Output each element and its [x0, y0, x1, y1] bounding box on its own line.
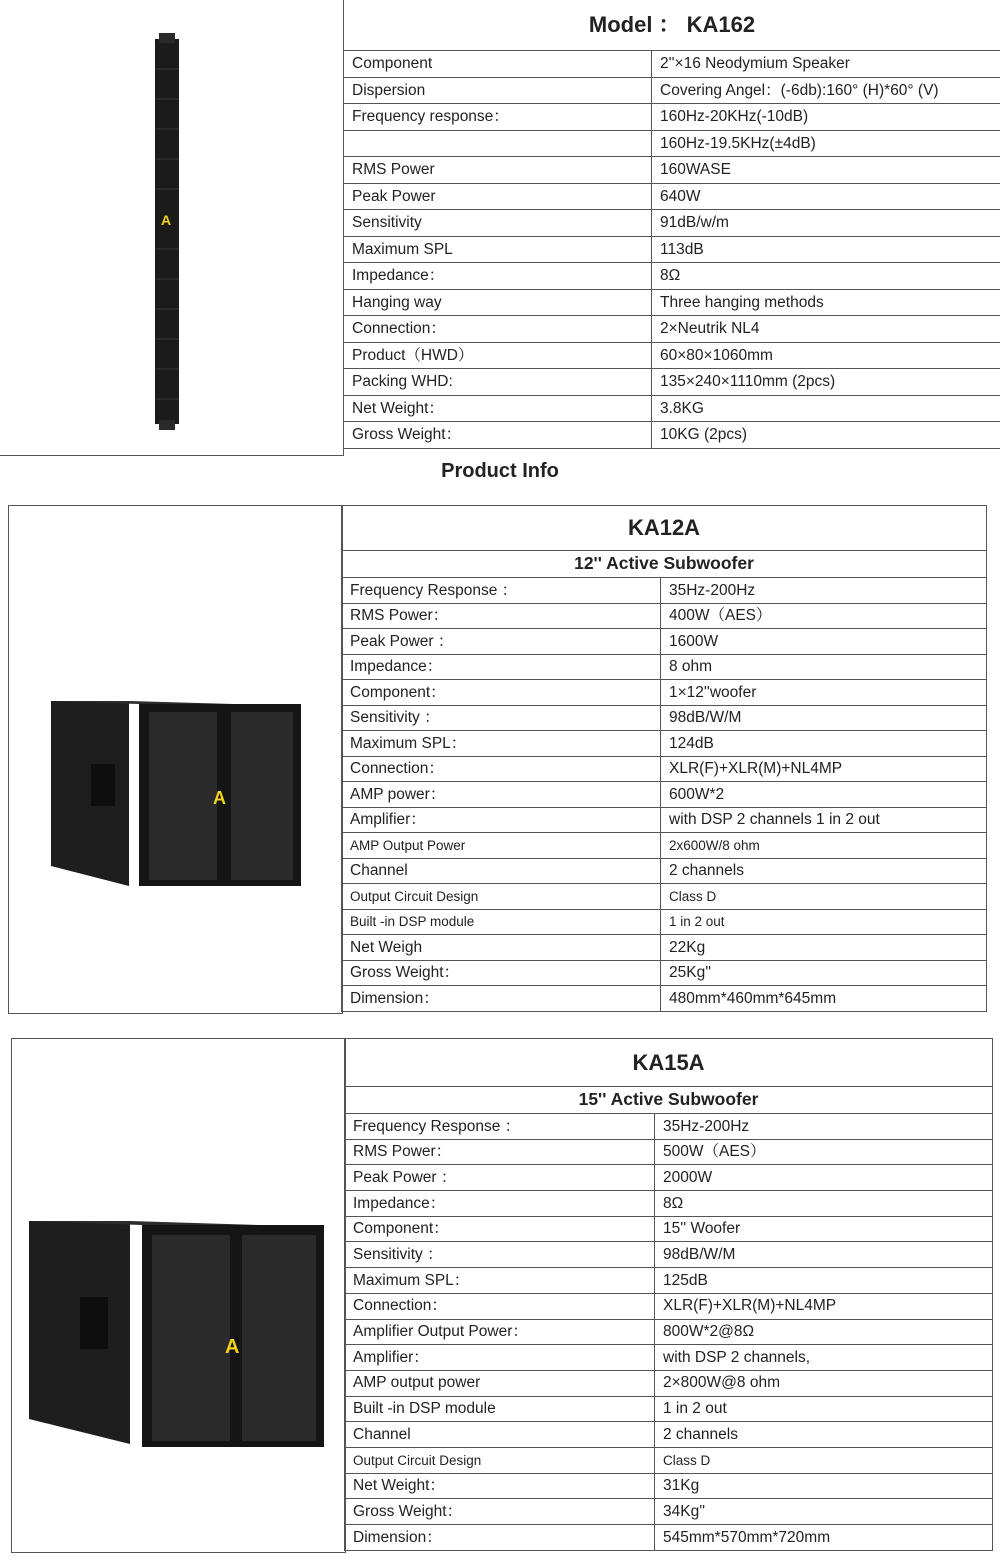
subwoofer-12-image [9, 506, 344, 1015]
spec-label: Net Weight： [345, 1473, 655, 1499]
spec-value: 2×Neutrik NL4 [652, 316, 1000, 343]
ka15a-subtitle: 15'' Active Subwoofer [345, 1087, 993, 1114]
spec-value: 545mm*570mm*720mm [655, 1525, 993, 1551]
spec-label: RMS Power： [345, 1139, 655, 1165]
spec-label: Sensitivity ： [345, 1242, 655, 1268]
spec-label: Connection： [345, 1293, 655, 1319]
ka12a-spec-table [341, 505, 987, 1012]
spec-row [344, 157, 1000, 184]
spec-label: Gross Weight： [342, 960, 661, 986]
spec-value: 35Hz-200Hz [661, 578, 987, 604]
spec-label: Maximum SPL： [345, 1268, 655, 1294]
spec-row [342, 629, 987, 655]
spec-label: Amplifier： [345, 1345, 655, 1371]
spec-row [345, 1473, 993, 1499]
spec-value: 3.8KG [652, 395, 1000, 422]
brand-logo: A [213, 788, 226, 808]
spec-value: 2000W [655, 1165, 993, 1191]
spec-label: Hanging way [344, 289, 652, 316]
ka15a-title: KA15A [345, 1039, 993, 1087]
spec-label: Output Circuit Design [342, 884, 661, 910]
spec-row [345, 1370, 993, 1396]
spec-row [345, 1293, 993, 1319]
spec-row [342, 654, 987, 680]
spec-label: Output Circuit Design [345, 1447, 655, 1473]
section-heading: Product Info [441, 460, 559, 482]
spec-label: Connection： [342, 756, 661, 782]
spec-value: 98dB/W/M [655, 1242, 993, 1268]
ka162-spec-table [343, 0, 1000, 449]
spec-value: XLR(F)+XLR(M)+NL4MP [661, 756, 987, 782]
spec-row [345, 1345, 993, 1371]
spec-value: 2×800W@8 ohm [655, 1370, 993, 1396]
spec-value: 480mm*460mm*645mm [661, 986, 987, 1012]
spec-value: 500W（AES） [655, 1139, 993, 1165]
spec-value: Covering Angel：(-6db):160° (H)*60° (V) [652, 77, 1000, 104]
spec-row [344, 130, 1000, 157]
spec-label: RMS Power [344, 157, 652, 184]
spec-row [344, 263, 1000, 290]
spec-row [344, 342, 1000, 369]
spec-label: Net Weigh [342, 935, 661, 961]
spec-value: 98dB/W/M [661, 705, 987, 731]
spec-label: Peak Power ： [345, 1165, 655, 1191]
spec-row [344, 210, 1000, 237]
spec-value: 124dB [661, 731, 987, 757]
spec-value: 91dB/w/m [652, 210, 1000, 237]
spec-value: 160WASE [652, 157, 1000, 184]
spec-label: Gross Weight： [345, 1499, 655, 1525]
spec-value: 2x600W/8 ohm [661, 833, 987, 859]
spec-value: 135×240×1110mm (2pcs) [652, 369, 1000, 396]
spec-label: Peak Power [344, 183, 652, 210]
spec-value: 160Hz-20KHz(-10dB) [652, 104, 1000, 131]
spec-label: Component： [342, 680, 661, 706]
spec-row [344, 289, 1000, 316]
spec-label: Built -in DSP module [345, 1396, 655, 1422]
spec-row [342, 935, 987, 961]
spec-row [345, 1139, 993, 1165]
spec-row [345, 1499, 993, 1525]
spec-value: Class D [655, 1447, 993, 1473]
spec-row [344, 422, 1000, 449]
spec-label: Component [344, 51, 652, 78]
spec-row [345, 1525, 993, 1551]
spec-label: Maximum SPL [344, 236, 652, 263]
spec-value: Class D [661, 884, 987, 910]
spec-row [345, 1319, 993, 1345]
spec-label: Product（HWD） [344, 342, 652, 369]
ka162-title: Model ： KA162 [344, 0, 1000, 51]
spec-label: Impedance： [345, 1191, 655, 1217]
spec-label: RMS Power： [342, 603, 661, 629]
spec-row [345, 1114, 993, 1140]
ka12a-title: KA12A [342, 506, 987, 551]
spec-row [342, 960, 987, 986]
spec-value: 800W*2@8Ω [655, 1319, 993, 1345]
line-array-speaker-image [0, 0, 345, 457]
spec-row [342, 858, 987, 884]
spec-row [342, 884, 987, 910]
spec-label: Frequency response： [344, 104, 652, 131]
spec-value: 1 in 2 out [655, 1396, 993, 1422]
spec-value: 1600W [661, 629, 987, 655]
spec-row [345, 1165, 993, 1191]
spec-label: Dispersion [344, 77, 652, 104]
spec-value: 31Kg [655, 1473, 993, 1499]
ka162-image-panel [0, 0, 344, 456]
subwoofer-15-image [12, 1039, 347, 1554]
spec-label: Built -in DSP module [342, 909, 661, 935]
spec-value: 640W [652, 183, 1000, 210]
brand-logo: A [161, 212, 172, 228]
spec-value: 2''×16 Neodymium Speaker [652, 51, 1000, 78]
spec-row [344, 395, 1000, 422]
spec-row [345, 1242, 993, 1268]
spec-label: Amplifier： [342, 807, 661, 833]
spec-row [342, 756, 987, 782]
spec-value: 1 in 2 out [661, 909, 987, 935]
spec-value: 400W（AES） [661, 603, 987, 629]
spec-value: XLR(F)+XLR(M)+NL4MP [655, 1293, 993, 1319]
spec-label: Maximum SPL： [342, 731, 661, 757]
spec-value: 8 ohm [661, 654, 987, 680]
ka15a-image-panel [11, 1038, 346, 1553]
spec-label: Channel [345, 1422, 655, 1448]
spec-label: Channel [342, 858, 661, 884]
spec-label: Sensitivity [344, 210, 652, 237]
ka12a-subtitle: 12'' Active Subwoofer [342, 551, 987, 578]
spec-row [344, 51, 1000, 78]
spec-row [345, 1216, 993, 1242]
spec-value: 25Kg'' [661, 960, 987, 986]
spec-row [342, 578, 987, 604]
spec-row [342, 807, 987, 833]
spec-value: 15'' Woofer [655, 1216, 993, 1242]
spec-row [342, 986, 987, 1012]
spec-label: Gross Weight： [344, 422, 652, 449]
spec-value: 1×12''woofer [661, 680, 987, 706]
spec-row [342, 705, 987, 731]
spec-label: Frequency Response ： [345, 1114, 655, 1140]
spec-label: Sensitivity ： [342, 705, 661, 731]
spec-value: with DSP 2 channels 1 in 2 out [661, 807, 987, 833]
spec-label: AMP power： [342, 782, 661, 808]
spec-row [344, 369, 1000, 396]
spec-row [342, 782, 987, 808]
spec-value: 160Hz-19.5KHz(±4dB) [652, 130, 1000, 157]
spec-label: Component： [345, 1216, 655, 1242]
spec-label: Impedance： [344, 263, 652, 290]
spec-value: 10KG (2pcs) [652, 422, 1000, 449]
spec-value: 2 channels [655, 1422, 993, 1448]
spec-row [342, 731, 987, 757]
spec-value: 60×80×1060mm [652, 342, 1000, 369]
spec-row [345, 1191, 993, 1217]
spec-label: Amplifier Output Power： [345, 1319, 655, 1345]
spec-label: Dimension： [345, 1525, 655, 1551]
spec-label: Impedance： [342, 654, 661, 680]
spec-value: 125dB [655, 1268, 993, 1294]
spec-label: Net Weight： [344, 395, 652, 422]
spec-label: Peak Power ： [342, 629, 661, 655]
spec-row [344, 236, 1000, 263]
spec-row [342, 833, 987, 859]
spec-label: AMP Output Power [342, 833, 661, 859]
spec-label: AMP output power [345, 1370, 655, 1396]
spec-label [344, 130, 652, 157]
spec-row [344, 183, 1000, 210]
spec-value: with DSP 2 channels, [655, 1345, 993, 1371]
spec-value: 34Kg'' [655, 1499, 993, 1525]
brand-logo: A [225, 1336, 240, 1358]
spec-label: Packing WHD: [344, 369, 652, 396]
spec-value: 8Ω [652, 263, 1000, 290]
spec-value: 2 channels [661, 858, 987, 884]
spec-label: Frequency Response ： [342, 578, 661, 604]
spec-value: 35Hz-200Hz [655, 1114, 993, 1140]
spec-value: 600W*2 [661, 782, 987, 808]
spec-label: Dimension： [342, 986, 661, 1012]
spec-row [345, 1268, 993, 1294]
spec-row [345, 1422, 993, 1448]
spec-row [345, 1447, 993, 1473]
spec-row [344, 104, 1000, 131]
spec-value: 22Kg [661, 935, 987, 961]
ka15a-spec-table [344, 1038, 993, 1551]
spec-value: 8Ω [655, 1191, 993, 1217]
ka12a-image-panel [8, 505, 343, 1014]
spec-label: Connection： [344, 316, 652, 343]
spec-row [344, 77, 1000, 104]
spec-row [342, 680, 987, 706]
spec-value: 113dB [652, 236, 1000, 263]
spec-value: Three hanging methods [652, 289, 1000, 316]
spec-row [342, 603, 987, 629]
spec-row [342, 909, 987, 935]
spec-row [344, 316, 1000, 343]
spec-row [345, 1396, 993, 1422]
